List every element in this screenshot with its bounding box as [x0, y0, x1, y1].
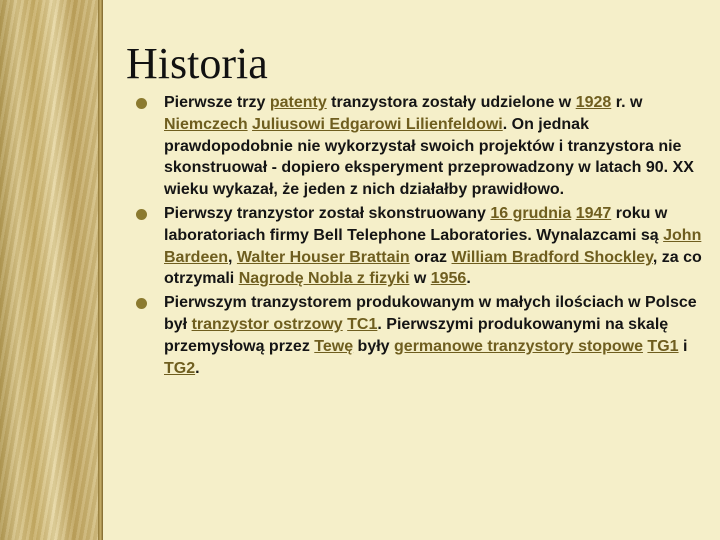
link[interactable]: Nagrodę Nobla z fizyki — [238, 270, 410, 288]
bullet-item — [136, 292, 716, 379]
link[interactable]: 1947 — [575, 204, 612, 222]
text-segment: Pierwszym tranzystorem produkowanym w małych ilościach w Polsce był — [164, 294, 697, 333]
link[interactable]: TG2 — [164, 359, 196, 377]
decorative-gold-bar — [0, 0, 98, 540]
link[interactable]: John Bardeen — [164, 226, 702, 266]
link[interactable]: patenty — [269, 94, 327, 111]
bullet-list — [136, 92, 716, 381]
bullet-dot-icon — [136, 209, 147, 220]
text-segment: . On jednak prawdopodobnie nie wykorzystał swoich projektów i tranzystora nie skonstruował - dopiero eksperyment przeprowadzony w latach 90. XX wieku wykazał, że jeden z nich działałby prawidłowo. — [164, 115, 694, 199]
page-title: Historia — [126, 39, 268, 88]
text-segment: w — [409, 270, 431, 288]
link[interactable]: Walter Houser Brattain — [236, 248, 410, 266]
text-segment: , za co otrzymali — [164, 248, 702, 288]
link[interactable]: germanowe tranzystory stopowe — [394, 337, 643, 355]
text-segment: Pierwsze trzy — [164, 94, 270, 111]
link[interactable]: TC1 — [347, 315, 378, 333]
text-segment: były — [353, 337, 395, 355]
text-segment: oraz — [409, 248, 452, 266]
link[interactable]: Juliusowi Edgarowi Lilienfeldowi — [252, 115, 503, 133]
text-segment: roku w laboratoriach firmy Bell Telephone Laboratories. Wynalazcami są — [164, 204, 668, 244]
link[interactable]: Niemczech — [164, 115, 248, 133]
text-segment: r. w — [611, 94, 643, 111]
text-segment: i — [678, 337, 688, 355]
text-segment: . Pierwszymi produkowanymi na skalę przemysłową przez — [164, 315, 669, 355]
link[interactable]: Tewę — [314, 337, 354, 355]
text-segment: , — [228, 248, 237, 266]
bullet-item — [136, 203, 716, 290]
link[interactable]: 1928 — [575, 94, 612, 111]
text-segment: tranzystora zostały udzielone w — [326, 94, 576, 111]
link[interactable]: 16 grudnia — [490, 204, 572, 222]
link[interactable]: William Bradford Shockley — [451, 248, 653, 266]
bullet-item — [136, 92, 716, 201]
text-segment: Pierwszy tranzystor został skonstruowany — [164, 204, 491, 222]
bullet-dot-icon — [136, 298, 147, 309]
decorative-edge-line — [98, 0, 103, 540]
bullet-dot-icon — [136, 98, 147, 109]
text-segment: . — [466, 270, 471, 288]
text-segment: . — [195, 359, 200, 377]
link[interactable]: 1956 — [430, 270, 467, 288]
link[interactable]: tranzystor ostrzowy — [191, 315, 343, 333]
link[interactable]: TG1 — [647, 337, 679, 355]
